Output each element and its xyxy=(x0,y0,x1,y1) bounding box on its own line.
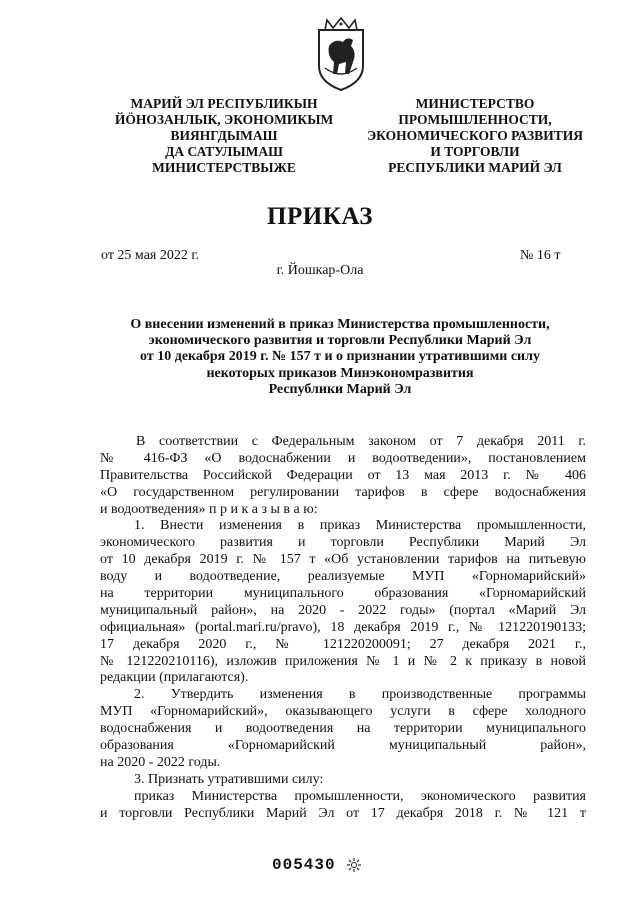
body-line: МУП «Горномарийский», оказывающего услуги в сфере холодного xyxy=(100,704,586,720)
body-line: № 416-ФЗ «О водоснабжении и водоотведении», постановлением xyxy=(100,450,586,466)
header-right-line: РЕСПУБЛИКИ МАРИЙ ЭЛ xyxy=(388,160,562,175)
body-line: редакции (прилагаются). xyxy=(100,670,249,686)
body-line: на 2020 - 2022 годы. xyxy=(100,754,221,770)
body-line: 17 декабря 2020 г., № 121220200091; 27 декабря 2021 г., xyxy=(100,636,586,652)
header-left-line: МАРИЙ ЭЛ РЕСПУБЛИКЫН xyxy=(130,96,318,111)
subject-line: О внесении изменений в приказ Министерства промышленности, xyxy=(130,317,550,332)
body-line: образования «Горномарийский муниципальный район», xyxy=(100,738,586,754)
body-line: В соответствии с Федеральным законом от 7 декабря 2011 г. xyxy=(136,434,586,449)
subject-line: некоторых приказов Минэкономразвития xyxy=(206,365,474,381)
subject-line: экономического развития и торговли Республики Марий Эл xyxy=(148,333,532,349)
header-left-line: ЙӦНОЗАНЛЫК, ЭКОНОМИКЫМ xyxy=(114,112,334,127)
body-line: 3. Признать утратившими силу: xyxy=(134,771,324,787)
header-right-line: ПРОМЫШЛЕННОСТИ, xyxy=(398,112,552,127)
header-right-line: ЭКОНОМИЧЕСКОГО РАЗВИТИЯ xyxy=(367,128,583,143)
document-date: от 25 мая 2022 г. xyxy=(101,248,200,263)
header-left-line: ДА САТУЛЫМАШ xyxy=(165,144,283,159)
document-city: г. Йошкар-Ола xyxy=(276,263,364,278)
body-line: № 121220210116), изложив приложения № 1 и № 2 к приказу в новой xyxy=(100,653,586,669)
body-line: экономического развития и торговли Республики Марий Эл xyxy=(100,535,586,551)
subject-line: от 10 декабря 2019 г. № 157 т и о признании утратившими силу xyxy=(140,349,540,365)
body-line: 1. Внести изменения в приказ Министерства промышленности, xyxy=(134,518,586,534)
body-line: 2. Утвердить изменения в производственные программы xyxy=(134,687,586,703)
body-line: «О государственном регулировании тарифов в сфере водоснабжения xyxy=(100,484,586,500)
document-body xyxy=(100,434,586,822)
ministry-name-russian xyxy=(366,96,584,176)
body-line: на территории муниципального образования «Горномарийский xyxy=(100,586,586,602)
header-right-line: И ТОРГОВЛИ xyxy=(430,144,520,159)
header-right-line: МИНИСТЕРСТВО xyxy=(415,96,535,111)
body-line: и водоотведения» п р и к а з ы в а ю: xyxy=(100,501,318,517)
body-line: приказ Министерства промышленности, экономического развития xyxy=(134,788,586,804)
body-line: от 10 декабря 2019 г. № 157 т «Об установлении тарифов на питьевую xyxy=(100,552,586,568)
body-line: водоснабжения и водоотведения на территории муниципального xyxy=(100,721,586,737)
form-serial-number: 005430 xyxy=(272,856,336,874)
subject-line: Республики Марий Эл xyxy=(268,381,412,397)
body-line: официальная» (portal.mari.ru/pravo), 18 декабря 2019 г., № 121220190133; xyxy=(100,619,586,635)
body-line: муниципальный район», на 2020 - 2022 годы» (портал «Марий Эл xyxy=(100,602,586,618)
body-line: и торговли Республики Марий Эл от 17 декабря 2018 г. № 121 т xyxy=(100,805,586,821)
document-number: № 16 т xyxy=(520,248,561,263)
header-left-line: МИНИСТЕРСТВЫЖЕ xyxy=(152,160,296,175)
document-title: ПРИКАЗ xyxy=(267,203,373,230)
body-line: Правительства Российской Федерации от 13 мая 2013 г. № 406 xyxy=(100,467,586,483)
header-left-line: ВИЯНГДЫМАШ xyxy=(170,128,278,143)
document-subject xyxy=(100,317,580,398)
coat-of-arms-emblem xyxy=(313,16,369,92)
star-ornament-icon xyxy=(346,857,362,873)
body-line: воду и водоотведение, реализуемые МУП «Горномарийский» xyxy=(100,569,586,585)
ministry-name-mari xyxy=(108,96,340,176)
